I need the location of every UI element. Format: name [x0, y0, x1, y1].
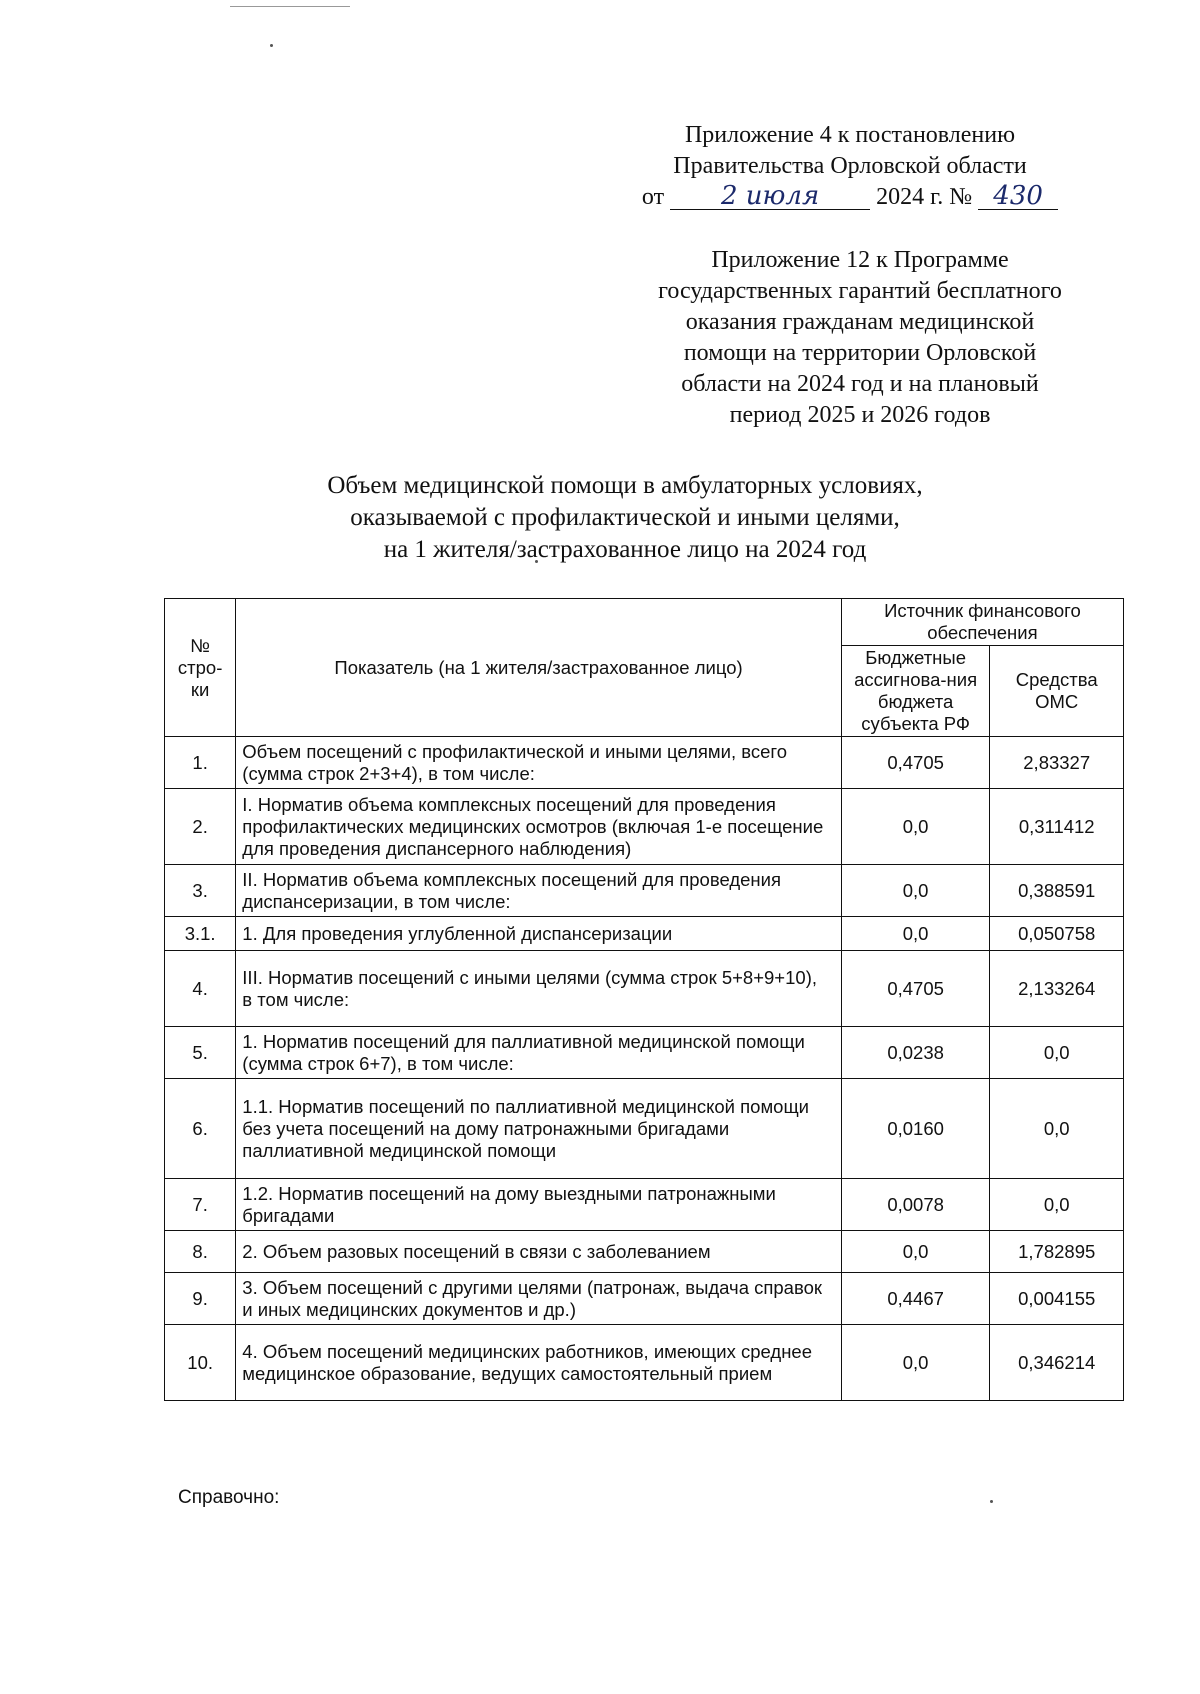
table-row [165, 789, 1124, 865]
row-number-cell: 9. [165, 1273, 236, 1325]
oms-value-cell: 0,311412 [990, 789, 1124, 865]
header-budget: Бюджетные ассигнова-ния бюджета субъекта РФ [841, 646, 990, 737]
document-title [230, 470, 1020, 566]
budget-value-cell: 0,4705 [841, 737, 990, 789]
budget-value-cell: 0,0 [841, 1231, 990, 1273]
indicator-cell: Объем посещений с профилактической и иными целями, всего (сумма строк 2+3+4), в том числе: [236, 737, 842, 789]
indicator-cell: II. Норматив объема комплексных посещений для проведения диспансеризации, в том числе: [236, 865, 842, 917]
table-row [165, 1079, 1124, 1179]
table-row [165, 1231, 1124, 1273]
from-label: от [641, 184, 665, 210]
oms-value-cell: 0,050758 [990, 917, 1124, 951]
row-number-cell: 3.1. [165, 917, 236, 951]
table-row [165, 1325, 1124, 1401]
budget-value-cell: 0,0 [841, 865, 990, 917]
title-line: на 1 жителя/застрахованное лицо на 2024 год [383, 536, 867, 563]
table-header-row [165, 599, 1124, 646]
indicator-cell: 1.1. Норматив посещений по паллиативной медицинской помощи без учета посещений на дому патронажными бригадами паллиативной медицинской помощи [236, 1079, 842, 1179]
budget-value-cell: 0,0238 [841, 1027, 990, 1079]
title-line: оказываемой с профилактической и иными целями, [350, 504, 900, 531]
oms-value-cell: 0,0 [990, 1027, 1124, 1079]
row-number-cell: 5. [165, 1027, 236, 1079]
table-row [165, 1179, 1124, 1231]
indicator-cell: 3. Объем посещений с другими целями (патронаж, выдача справок и иных медицинских документов и др.) [236, 1273, 842, 1325]
appendix-12-line: государственных гарантий бесплатного [658, 278, 1062, 304]
year-number-label: 2024 г. № [876, 184, 973, 210]
table-row [165, 737, 1124, 789]
oms-value-cell: 2,83327 [990, 737, 1124, 789]
handwritten-number: 430 [978, 183, 1058, 210]
indicator-cell: III. Норматив посещений с иными целями (сумма строк 5+8+9+10), в том числе: [236, 951, 842, 1027]
appendix-12-line: области на 2024 год и на плановый [681, 371, 1039, 397]
volume-table [164, 598, 1124, 1401]
scan-speck [270, 44, 273, 47]
header-indicator: Показатель (на 1 жителя/застрахованное лицо) [236, 599, 842, 737]
row-number-cell: 10. [165, 1325, 236, 1401]
appendix-12-line: Приложение 12 к Программе [711, 247, 1009, 273]
row-number-cell: 4. [165, 951, 236, 1027]
header-row-number: № стро-ки [165, 599, 236, 737]
appendix-4-date-line [630, 182, 1070, 213]
appendix-12-line: помощи на территории Орловской [683, 340, 1037, 366]
table-row [165, 1273, 1124, 1325]
indicator-cell: 1. Норматив посещений для паллиативной медицинской помощи (сумма строк 6+7), в том числе: [236, 1027, 842, 1079]
indicator-cell: 2. Объем разовых посещений в связи с заболеванием [236, 1231, 842, 1273]
appendix-4-line-2: Правительства Орловской области [673, 153, 1027, 179]
oms-value-cell: 0,0 [990, 1179, 1124, 1231]
handwritten-date: 2 июля [670, 183, 870, 210]
budget-value-cell: 0,0 [841, 917, 990, 951]
budget-value-cell: 0,0078 [841, 1179, 990, 1231]
table-body [165, 737, 1124, 1401]
appendix-12-line: период 2025 и 2026 годов [729, 402, 991, 428]
oms-value-cell: 0,388591 [990, 865, 1124, 917]
row-number-cell: 3. [165, 865, 236, 917]
row-number-cell: 1. [165, 737, 236, 789]
oms-value-cell: 2,133264 [990, 951, 1124, 1027]
budget-value-cell: 0,0 [841, 1325, 990, 1401]
table-row [165, 917, 1124, 951]
oms-value-cell: 0,346214 [990, 1325, 1124, 1401]
row-number-cell: 2. [165, 789, 236, 865]
header-funding-source: Источник финансового обеспечения [841, 599, 1123, 646]
indicator-cell: I. Норматив объема комплексных посещений для проведения профилактических медицинских осмотров (включая 1-е посещение для проведения диспансерного наблюдения) [236, 789, 842, 865]
row-number-cell: 8. [165, 1231, 236, 1273]
scan-speck [990, 1500, 993, 1503]
appendix-12-line: оказания гражданам медицинской [685, 309, 1035, 335]
header-oms: Средства ОМС [990, 646, 1124, 737]
indicator-cell: 1.2. Норматив посещений на дому выездными патронажными бригадами [236, 1179, 842, 1231]
reference-label: Справочно: [178, 1487, 280, 1508]
oms-value-cell: 0,0 [990, 1079, 1124, 1179]
budget-value-cell: 0,0 [841, 789, 990, 865]
title-line: Объем медицинской помощи в амбулаторных условиях, [327, 472, 923, 499]
table-row [165, 951, 1124, 1027]
appendix-4-line-1: Приложение 4 к постановлению [684, 122, 1016, 148]
scan-edge-mark [230, 6, 350, 7]
table-row [165, 865, 1124, 917]
budget-value-cell: 0,4705 [841, 951, 990, 1027]
indicator-cell: 4. Объем посещений медицинских работников, имеющих среднее медицинское образование, ведущих самостоятельный прием [236, 1325, 842, 1401]
budget-value-cell: 0,0160 [841, 1079, 990, 1179]
oms-value-cell: 1,782895 [990, 1231, 1124, 1273]
row-number-cell: 6. [165, 1079, 236, 1179]
row-number-cell: 7. [165, 1179, 236, 1231]
appendix-4-header [630, 120, 1070, 213]
table-row [165, 1027, 1124, 1079]
oms-value-cell: 0,004155 [990, 1273, 1124, 1325]
appendix-12-header [620, 245, 1100, 431]
indicator-cell: 1. Для проведения углубленной диспансеризации [236, 917, 842, 951]
budget-value-cell: 0,4467 [841, 1273, 990, 1325]
